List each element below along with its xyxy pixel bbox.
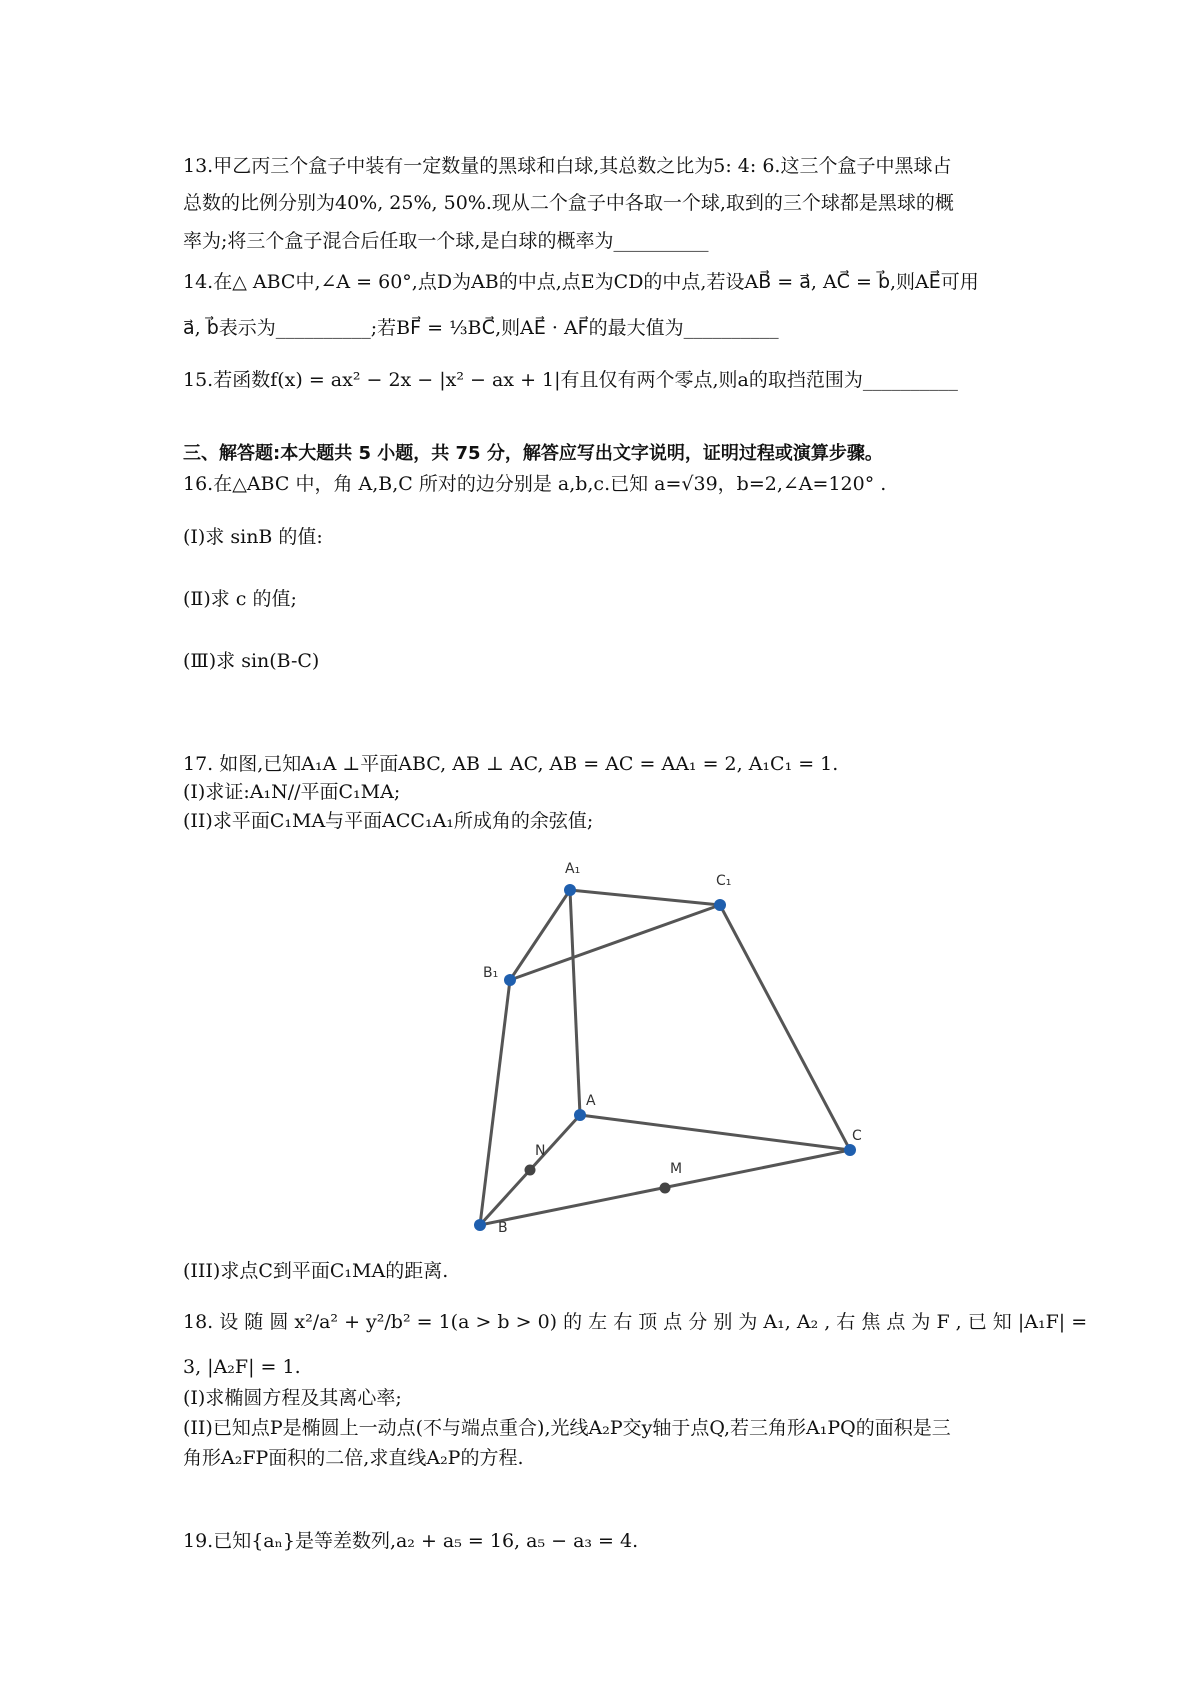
label-c1: C₁ bbox=[716, 873, 732, 889]
q17-part-3: (III)求点C到平面C₁MA的距离. bbox=[183, 1260, 449, 1282]
vertices bbox=[474, 884, 856, 1231]
geometry-figure bbox=[450, 855, 920, 1275]
q15-line-1: 15.若函数f(x) = ax² − 2x − |x² − ax + 1|有且仅有两个零点,则a的取挡范围为__________ bbox=[183, 369, 958, 391]
label-a: A bbox=[586, 1093, 596, 1109]
q16-part-3: (Ⅲ)求 sin(B-C) bbox=[183, 650, 320, 672]
vertex-b bbox=[474, 1219, 486, 1231]
edge-b1-b bbox=[480, 980, 510, 1225]
label-n: N bbox=[535, 1143, 546, 1159]
q13-line-3: 率为;将三个盒子混合后任取一个球,是白球的概率为__________ bbox=[183, 230, 709, 252]
label-b1: B₁ bbox=[483, 965, 499, 981]
q18-part-2b: 角形A₂FP面积的二倍,求直线A₂P的方程. bbox=[183, 1447, 524, 1469]
q16-stem: 16.在△ABC 中，角 A,B,C 所对的边分别是 a,b,c.已知 a=√39，b=2,∠A=120° . bbox=[183, 473, 887, 495]
vertex-a bbox=[574, 1109, 586, 1121]
q18-part-2a: (II)已知点P是椭圆上一动点(不与端点重合),光线A₂P交y轴于点Q,若三角形A₁PQ的面积是三 bbox=[183, 1417, 951, 1439]
polyhedron-diagram bbox=[450, 855, 920, 1275]
label-m: M bbox=[670, 1161, 683, 1177]
edges bbox=[480, 890, 850, 1225]
q16-part-2: (Ⅱ)求 c 的值; bbox=[183, 588, 297, 610]
q18-part-1: (I)求椭圆方程及其离心率; bbox=[183, 1387, 402, 1409]
vertex-b1 bbox=[504, 974, 516, 986]
q17-stem: 17. 如图,已知A₁A ⊥平面ABC, AB ⊥ AC, AB = AC = AA₁ = 2, A₁C₁ = 1. bbox=[183, 753, 839, 775]
q17-part-2: (II)求平面C₁MA与平面ACC₁A₁所成角的余弦值; bbox=[183, 810, 594, 832]
vertex-labels bbox=[483, 861, 862, 1236]
q16-part-1: (Ⅰ)求 sinB 的值: bbox=[183, 526, 323, 548]
label-b: B bbox=[498, 1220, 508, 1236]
edge-b1-c1 bbox=[510, 905, 720, 980]
q13-line-1: 13.甲乙丙三个盒子中装有一定数量的黑球和白球,其总数之比为5: 4: 6.这三个盒子中黑球占 bbox=[183, 155, 952, 177]
label-a1: A₁ bbox=[565, 861, 581, 877]
section-heading: 三、解答题:本大题共 5 小题，共 75 分，解答应写出文字说明，证明过程或演算步骤。 bbox=[183, 443, 883, 464]
label-c: C bbox=[852, 1128, 862, 1144]
vertex-c bbox=[844, 1144, 856, 1156]
edge-a1-b1 bbox=[510, 890, 570, 980]
edge-a-c bbox=[580, 1115, 850, 1150]
point-n bbox=[525, 1165, 536, 1176]
edge-a1-c1 bbox=[570, 890, 720, 905]
q19-stem: 19.已知{aₙ}是等差数列,a₂ + a₅ = 16, a₅ − a₃ = 4. bbox=[183, 1530, 639, 1552]
q14-line-2: a⃗, b⃗表示为__________;若BF⃗ = ⅓BC⃗,则AE⃗ · AF⃗的最大值为__________ bbox=[183, 317, 779, 339]
edge-a1-a bbox=[570, 890, 580, 1115]
vertex-a1 bbox=[564, 884, 576, 896]
q14-line-1: 14.在△ ABC中,∠A = 60°,点D为AB的中点,点E为CD的中点,若设AB⃗ = a⃗, AC⃗ = b⃗,则AE⃗可用 bbox=[183, 271, 979, 293]
q13-line-2: 总数的比例分别为40%, 25%, 50%.现从二个盒子中各取一个球,取到的三个球都是黑球的概 bbox=[183, 192, 954, 214]
vertex-c1 bbox=[714, 899, 726, 911]
q18-line-1: 18. 设 随 圆 x²/a² + y²/b² = 1(a > b > 0) 的 左 右 顶 点 分 别 为 A₁, A₂ , 右 焦 点 为 F , 已 知 |A₁F| = bbox=[183, 1311, 1088, 1333]
point-m bbox=[660, 1183, 671, 1194]
edge-c1-c bbox=[720, 905, 850, 1150]
q17-part-1: (I)求证:A₁N//平面C₁MA; bbox=[183, 781, 401, 803]
q18-line-2: 3, |A₂F| = 1. bbox=[183, 1356, 301, 1378]
